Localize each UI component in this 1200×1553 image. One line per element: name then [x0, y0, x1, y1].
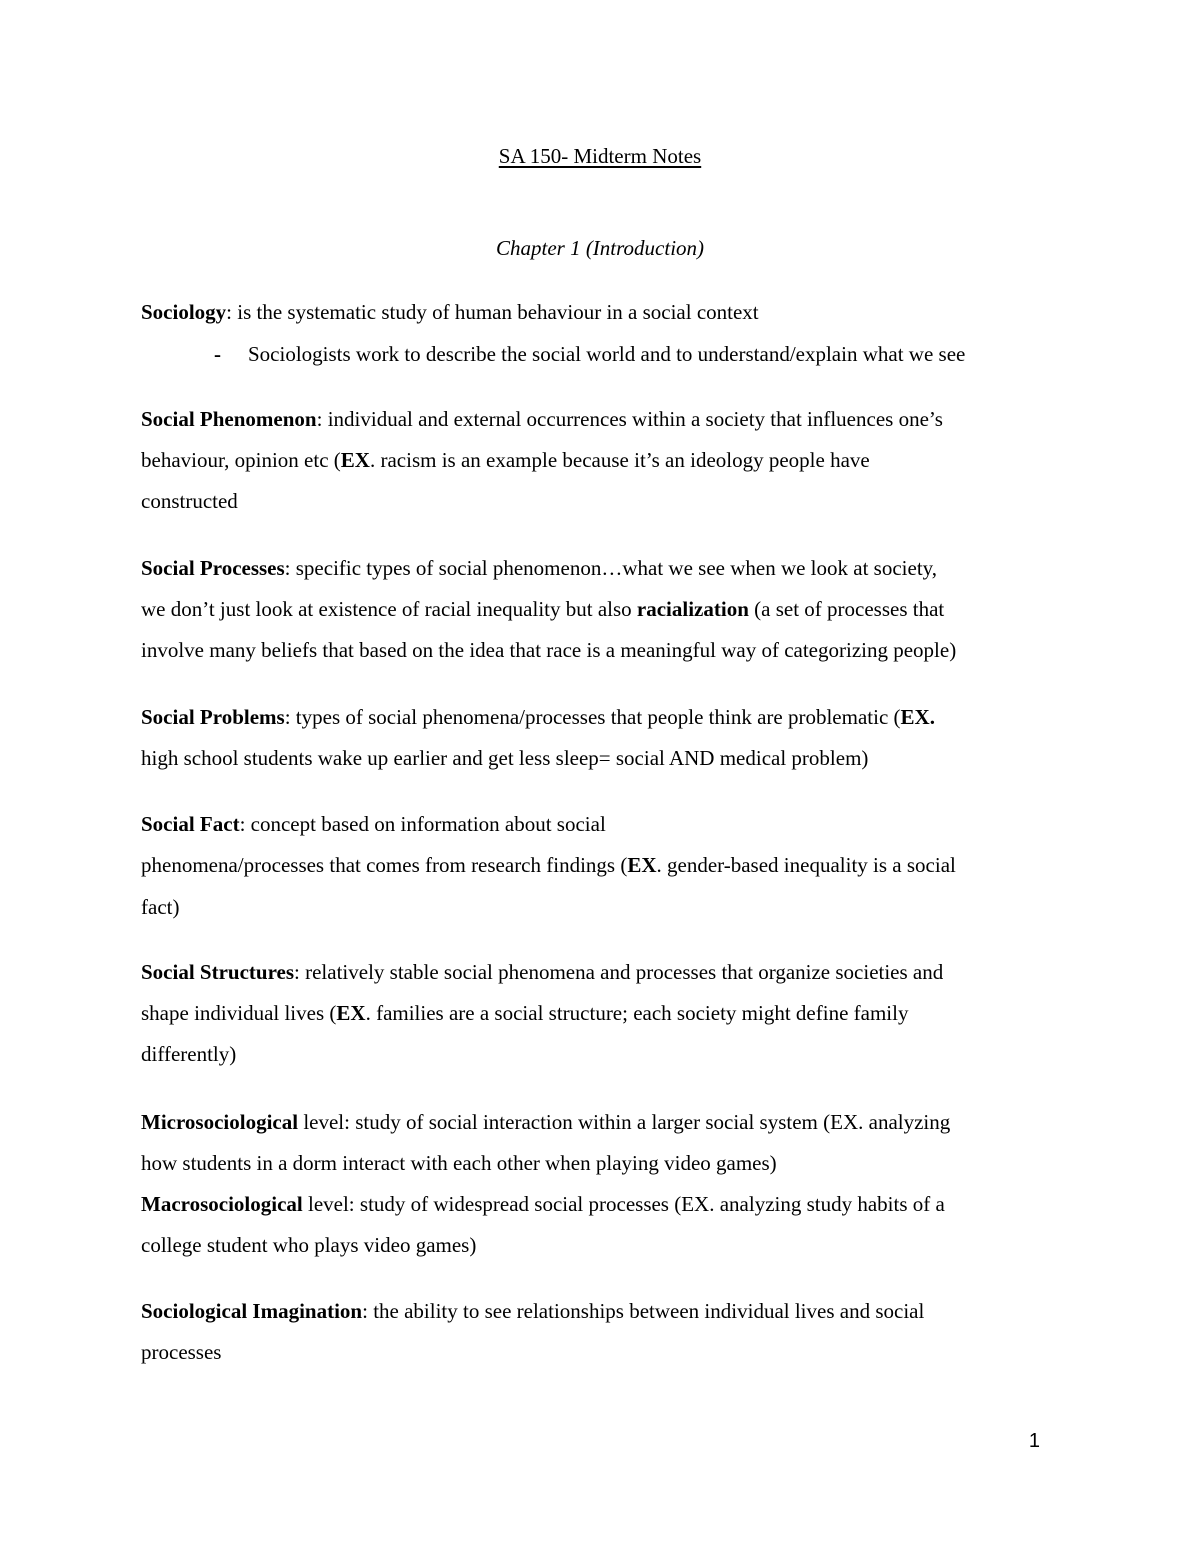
structures-line-3: differently) [141, 1042, 237, 1066]
term-sociological-imagination: Sociological Imagination [141, 1299, 363, 1323]
term-social-problems: Social Problems [141, 705, 285, 729]
imagination-line-2: processes [141, 1340, 222, 1364]
problems-line-2: high school students wake up earlier and get less sleep= social AND medical problem) [141, 746, 869, 770]
sociology-bullet: Sociologists work to describe the social world and to understand/explain what we see [248, 342, 966, 366]
processes-line-3: involve many beliefs that based on the idea that race is a meaningful way of categorizing people) [141, 638, 957, 662]
phenomenon-line-2: behaviour, opinion etc (EX. racism is an example because it’s an ideology people have [141, 448, 870, 472]
term-macrosociological: Macrosociological [141, 1192, 303, 1216]
macro-line-2: college student who plays video games) [141, 1233, 477, 1257]
processes-line-1: Social Processes: specific types of social phenomenon…what we see when we look at society, [141, 556, 938, 580]
bullet-marker: - [214, 342, 221, 366]
fact-line-2: phenomena/processes that comes from research findings (EX. gender-based inequality is a social [141, 853, 956, 877]
term-microsociological: Microsociological [141, 1110, 299, 1134]
term-sociology: Sociology [141, 300, 227, 324]
structures-line-2: shape individual lives (EX. families are a social structure; each society might define family [141, 1001, 909, 1025]
page-number: 1 [1028, 1430, 1040, 1452]
macro-line-1: Macrosociological level: study of widespread social processes (EX. analyzing study habits of a [141, 1192, 945, 1216]
phenomenon-line-3: constructed [141, 489, 238, 513]
problems-line-1: Social Problems: types of social phenomena/processes that people think are problematic (EX. [141, 705, 935, 729]
term-social-structures: Social Structures [141, 960, 295, 984]
fact-line-1: Social Fact: concept based on information about social [141, 812, 606, 836]
imagination-line-1: Sociological Imagination: the ability to see relationships between individual lives and social [141, 1299, 925, 1323]
chapter-heading: Chapter 1 (Introduction) [495, 236, 705, 260]
micro-line-2: how students in a dorm interact with each other when playing video games) [141, 1151, 777, 1175]
phenomenon-line-1: Social Phenomenon: individual and external occurrences within a society that influences one’s [141, 407, 943, 431]
sociology-definition: Sociology: is the systematic study of human behaviour in a social context [141, 300, 759, 324]
term-social-processes: Social Processes [141, 556, 285, 580]
micro-line-1: Microsociological level: study of social interaction within a larger social system (EX. analyzing [141, 1110, 951, 1134]
processes-line-2: we don’t just look at existence of racial inequality but also racialization (a set of processes that [141, 597, 945, 621]
document-title: SA 150- Midterm Notes [498, 144, 702, 168]
structures-line-1: Social Structures: relatively stable social phenomena and processes that organize societies and [141, 960, 944, 984]
term-social-phenomenon: Social Phenomenon [141, 407, 317, 431]
term-social-fact: Social Fact [141, 812, 240, 836]
fact-line-3: fact) [141, 895, 180, 919]
